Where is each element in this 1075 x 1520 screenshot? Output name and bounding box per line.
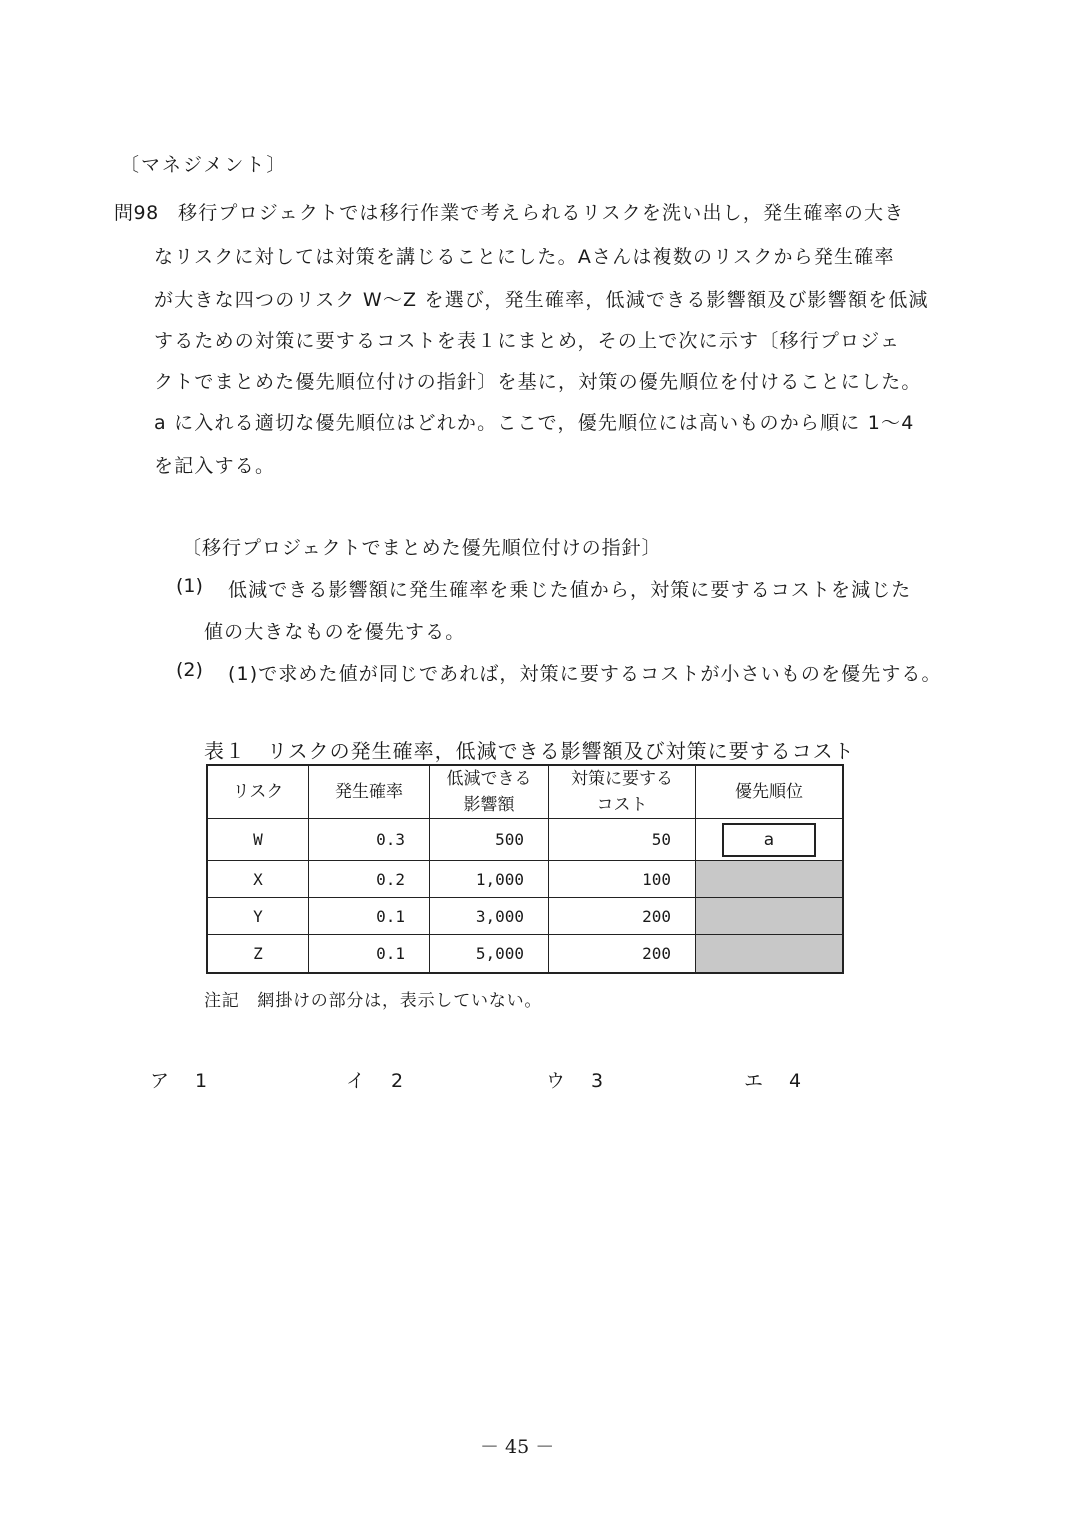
question-text-line: を記入する。 bbox=[154, 455, 276, 477]
choice-value: 2 bbox=[391, 1070, 404, 1092]
choice-value: 4 bbox=[789, 1070, 802, 1092]
header-cost-line1: 対策に要する bbox=[571, 769, 673, 789]
cell-risk: Y bbox=[207, 898, 309, 935]
cell-probability: 0.3 bbox=[309, 819, 430, 861]
section-label: 〔マネジメント〕 bbox=[120, 154, 288, 176]
cell-risk: X bbox=[207, 861, 309, 898]
cell-probability: 0.1 bbox=[309, 935, 430, 973]
cell-priority-shaded bbox=[696, 898, 844, 935]
choice-i[interactable] bbox=[346, 1066, 403, 1093]
cell-risk: W bbox=[207, 819, 309, 861]
cell-impact: 1,000 bbox=[430, 861, 549, 898]
rule-text: (1)で求めた値が同じであれば，対策に要するコストが小さいものを優先する。 bbox=[228, 663, 942, 685]
guideline-title: 〔移行プロジェクトでまとめた優先順位付けの指針〕 bbox=[182, 537, 662, 559]
table-row bbox=[207, 819, 843, 861]
page-number: － 45 － bbox=[480, 1436, 555, 1458]
cell-cost: 200 bbox=[549, 898, 696, 935]
table-header-row bbox=[207, 765, 843, 819]
header-cost-line2: コスト bbox=[596, 795, 648, 815]
header-impact-line1: 低減できる bbox=[446, 769, 532, 789]
table-row bbox=[207, 898, 843, 935]
header-impact bbox=[430, 765, 549, 819]
table-row bbox=[207, 935, 843, 973]
choice-label: エ bbox=[744, 1070, 764, 1092]
question-text-line: 移行プロジェクトでは移行作業で考えられるリスクを洗い出し，発生確率の大き bbox=[178, 202, 905, 224]
choice-label: ア bbox=[150, 1070, 170, 1092]
rule-text: 値の大きなものを優先する。 bbox=[204, 621, 466, 643]
cell-risk: Z bbox=[207, 935, 309, 973]
table-caption: 表１ リスクの発生確率，低減できる影響額及び対策に要するコスト bbox=[204, 739, 855, 763]
question-text-line: するための対策に要するコストを表１にまとめ，その上で次に示す〔移行プロジェ bbox=[154, 330, 901, 352]
choice-e[interactable] bbox=[744, 1066, 801, 1093]
choice-label: ウ bbox=[546, 1070, 566, 1092]
cell-priority-shaded bbox=[696, 861, 844, 898]
table-note: 注記 網掛けの部分は，表示していない。 bbox=[204, 991, 543, 1011]
header-cost bbox=[549, 765, 696, 819]
choice-u[interactable] bbox=[546, 1066, 603, 1093]
risk-table bbox=[206, 764, 844, 974]
cell-probability: 0.1 bbox=[309, 898, 430, 935]
question-number: 問98 bbox=[114, 202, 159, 224]
choice-value: 1 bbox=[195, 1070, 208, 1092]
question-text-line: クトでまとめた優先順位付けの指針〕を基に，対策の優先順位を付けることにした。 bbox=[154, 371, 922, 393]
cell-impact: 5,000 bbox=[430, 935, 549, 973]
question-text-line: a に入れる適切な優先順位はどれか。ここで，優先順位には高いものから順に 1～4 bbox=[154, 412, 915, 434]
cell-priority bbox=[696, 819, 844, 861]
header-risk: リスク bbox=[207, 765, 309, 819]
rule-number: (2) bbox=[176, 659, 203, 681]
table-row bbox=[207, 861, 843, 898]
cell-cost: 100 bbox=[549, 861, 696, 898]
choice-a[interactable] bbox=[150, 1066, 207, 1093]
rule-number: (1) bbox=[176, 575, 203, 597]
cell-cost: 50 bbox=[549, 819, 696, 861]
question-text-line: なリスクに対しては対策を講じることにした。Aさんは複数のリスクから発生確率 bbox=[154, 246, 895, 268]
choice-label: イ bbox=[346, 1070, 366, 1092]
cell-impact: 3,000 bbox=[430, 898, 549, 935]
rule-text: 低減できる影響額に発生確率を乗じた値から，対策に要するコストを減じた bbox=[228, 579, 912, 601]
header-impact-line2: 影響額 bbox=[463, 795, 515, 815]
question-text-line: が大きな四つのリスク W～Z を選び，発生確率，低減できる影響額及び影響額を低減 bbox=[154, 289, 929, 311]
cell-impact: 500 bbox=[430, 819, 549, 861]
cell-probability: 0.2 bbox=[309, 861, 430, 898]
cell-cost: 200 bbox=[549, 935, 696, 973]
header-probability: 発生確率 bbox=[309, 765, 430, 819]
answer-blank-a: a bbox=[722, 823, 816, 857]
choice-value: 3 bbox=[591, 1070, 604, 1092]
cell-priority-shaded bbox=[696, 935, 844, 973]
header-priority: 優先順位 bbox=[696, 765, 844, 819]
